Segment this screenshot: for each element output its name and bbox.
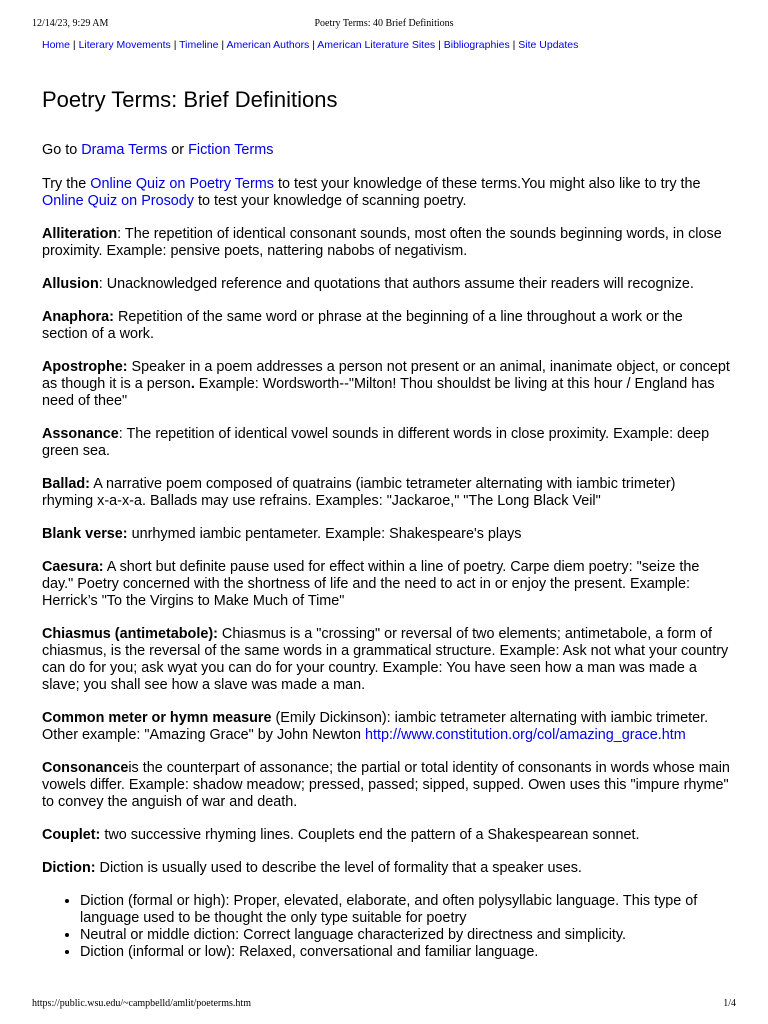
nav-american-literature-sites-link[interactable]: American Literature Sites (317, 39, 436, 51)
amazing-grace-link[interactable]: http://www.constitution.org/col/amazing_grace.htm (364, 727, 686, 743)
term-definition: Chiasmus is a "crossing" or reversal of two elements; antimetabole, a form of chiasmus, is the reversal of the same words in a grammatical structure. Example: Ask not what your country can do for you; ask wyat you can do for your country. Example: You have seen how a man was made a slave; you shall see how a slave was made a man. (42, 626, 729, 693)
term-assonance (42, 426, 730, 460)
term-diction (42, 860, 730, 877)
nav-american-authors-link[interactable]: American Authors (226, 39, 310, 51)
site-nav: Home | Literary Movements | Timeline | American Authors | American Literature Sites | Bibliographies | Site Updates (42, 39, 579, 51)
term-name: Assonance (42, 426, 119, 442)
quiz-paragraph (42, 176, 730, 210)
goto-middle: or (167, 142, 189, 158)
term-ballad (42, 476, 730, 510)
goto-prefix: Go to (42, 142, 82, 158)
print-footer (32, 998, 736, 1012)
term-example: Example: Wordsworth--"Milton! Thou shouldst be living at this hour / England has need of thee" (42, 376, 715, 409)
term-name: Allusion (42, 276, 99, 292)
term-alliteration (42, 226, 730, 260)
drama-terms-link[interactable]: Drama Terms (81, 142, 168, 158)
fiction-terms-link[interactable]: Fiction Terms (188, 142, 274, 158)
quiz-text-3: to test your knowledge of scanning poetry. (193, 193, 467, 209)
prosody-quiz-link[interactable]: Online Quiz on Prosody (42, 193, 194, 209)
list-item: • Diction (formal or high): Proper, elevated, elaborate, and often polysyllabic language. This type of language used to be thought the only type suitable for poetry (80, 893, 730, 927)
term-definition: : Unacknowledged reference and quotations that authors assume their readers will recognize. (98, 276, 694, 292)
nav-bibliographies-link[interactable]: Bibliographies (443, 39, 510, 51)
nav-site-updates-link[interactable]: Site Updates (518, 39, 579, 51)
print-url: https://public.wsu.edu/~campbelld/amlit/poeterms.htm (32, 998, 251, 1009)
term-definition: Diction is usually used to describe the level of formality that a speaker uses. (95, 860, 582, 876)
term-name: Diction: (42, 860, 96, 876)
page-content (42, 38, 730, 961)
nav-home-link[interactable]: Home (42, 39, 71, 51)
list-item: • Diction (informal or low): Relaxed, conversational and familiar language. (80, 944, 730, 961)
term-definition: (Emily Dickinson): iambic tetrameter alternating with iambic trimeter. Other example: "Amazing Grace" by John Newton (42, 710, 709, 743)
term-name: Caesura: (42, 559, 104, 575)
quiz-text-1: Try the (42, 176, 91, 192)
term-name: Ballad: (42, 476, 90, 492)
term-chiasmus (42, 626, 730, 694)
term-name: Anaphora: (42, 309, 114, 325)
term-period: . (190, 376, 195, 392)
term-allusion (42, 276, 730, 293)
term-definition: A short but definite pause used for effect within a line of poetry. Carpe diem poetry: "seize the day." Poetry concerned with the shortness of life and the need to act in or enjoy the present. Example: Herrick’s "To the Virgins to Make Much of Time" (42, 559, 700, 609)
term-blank-verse (42, 526, 730, 543)
term-definition: is the counterpart of assonance; the partial or total identity of consonants in words whose main vowels differ. Example: shadow meadow; pressed, passed; sipped, supped. Owen uses this "impure rhyme" to convey the anguish of war and death. (42, 760, 730, 810)
term-name: Chiasmus (antimetabole): (42, 626, 218, 642)
term-name: Blank verse: (42, 526, 128, 542)
term-definition: unrhymed iambic pentameter. Example: Shakespeare's plays (127, 526, 522, 542)
term-name: Apostrophe: (42, 359, 128, 375)
term-definition: two successive rhyming lines. Couplets end the pattern of a Shakespearean sonnet. (100, 827, 640, 843)
term-name: Common meter or hymn measure (42, 710, 272, 726)
term-anaphora (42, 309, 730, 343)
quiz-text-2: to test your knowledge of these terms.You might also like to try the (273, 176, 701, 192)
term-name: Consonance (42, 760, 129, 776)
print-header (32, 12, 736, 28)
term-common-meter (42, 710, 730, 744)
term-definition: Speaker in a poem addresses a person not present or an animal, inanimate object, or concept as though it is a person (42, 359, 730, 392)
poetry-quiz-link[interactable]: Online Quiz on Poetry Terms (90, 176, 274, 192)
diction-list (42, 893, 730, 961)
term-couplet (42, 827, 730, 844)
nav-literary-movements-link[interactable]: Literary Movements (78, 39, 171, 51)
print-page-number: 1/4 (723, 998, 736, 1009)
term-caesura (42, 559, 730, 610)
term-definition: : The repetition of identical consonant sounds, most often the sounds beginning words, in close proximity. Example: pensive poets, nattering nabobs of negativism. (42, 226, 722, 259)
list-item: • Neutral or middle diction: Correct language characterized by directness and simplicity. (80, 927, 730, 944)
page-title: Poetry Terms: Brief Definitions (42, 87, 338, 112)
term-apostrophe (42, 359, 730, 410)
term-definition: : The repetition of identical vowel sounds in different words in close proximity. Example: deep green sea. (42, 426, 710, 459)
goto-line (42, 142, 730, 159)
term-name: Couplet: (42, 827, 101, 843)
print-doc-title: Poetry Terms: 40 Brief Definitions (314, 18, 454, 29)
term-definition: Repetition of the same word or phrase at the beginning of a line throughout a work or the section of a work. (42, 309, 683, 342)
term-definition: A narrative poem composed of quatrains (iambic tetrameter alternating with iambic trimeter) rhyming x-a-x-a. Ballads may use refrains. Examples: "Jackaroe," "The Long Black Veil" (42, 476, 676, 509)
term-consonance (42, 760, 730, 811)
nav-timeline-link[interactable]: Timeline (179, 39, 219, 51)
print-datetime: 12/14/23, 9:29 AM (32, 18, 109, 29)
term-name: Alliteration (42, 226, 118, 242)
